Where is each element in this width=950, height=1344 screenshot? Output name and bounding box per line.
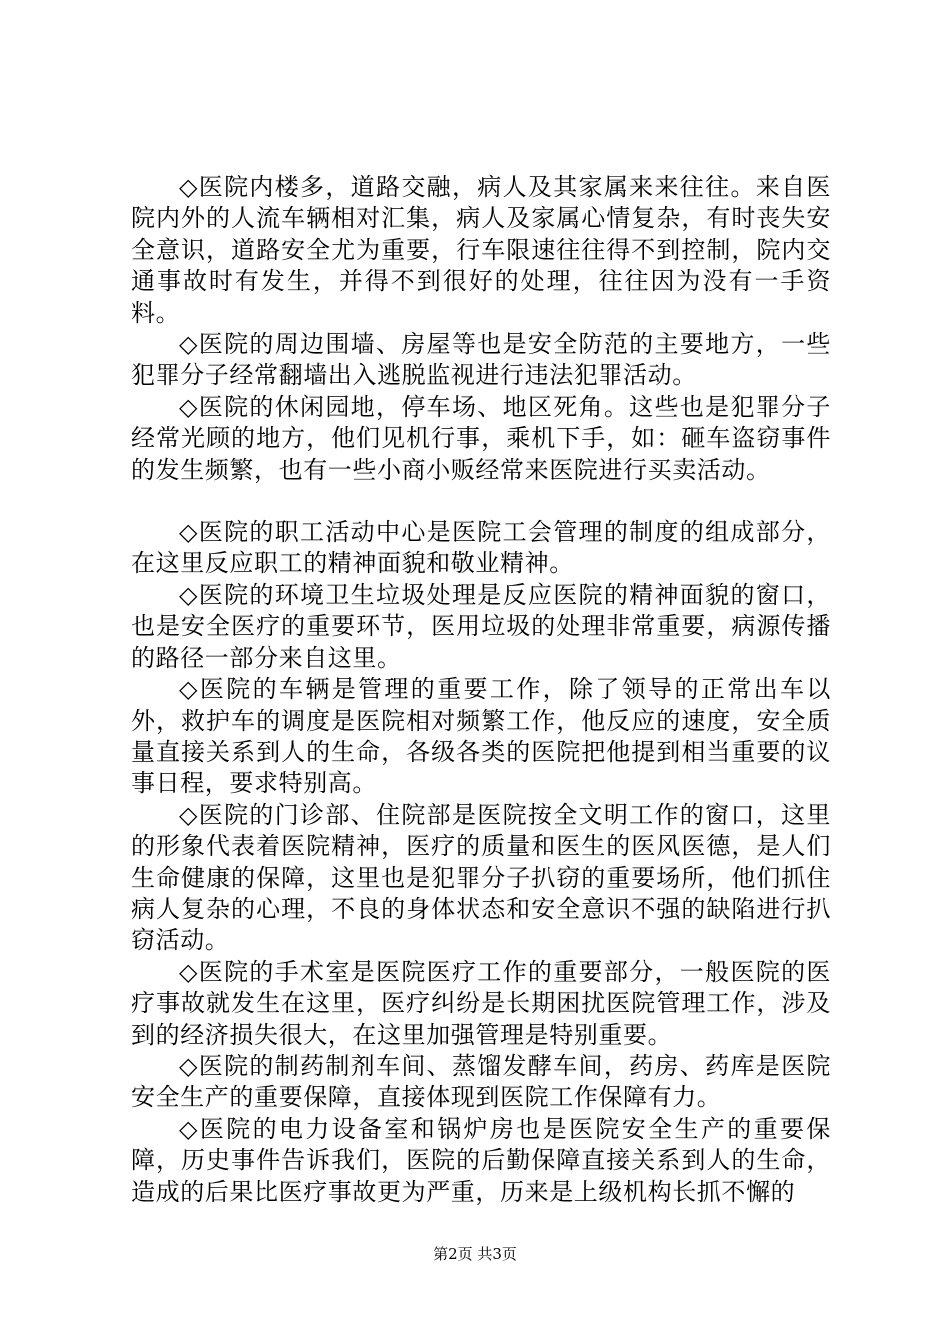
paragraph-surgery: ◇医院的手术室是医院医疗工作的重要部分，一般医院的医疗事故就发生在这里，医疗纠纷是长期困扰医院管理工作，涉及到的经济损失很大，在这里加强管理是特别重要。 xyxy=(131,957,831,1049)
paragraph-pharmacy: ◇医院的制药制剂车间、蒸馏发酵车间，药房、药库是医院安全生产的重要保障，直接体现到医院工作保障有力。 xyxy=(131,1051,831,1112)
paragraph-vehicles: ◇医院的车辆是管理的重要工作，除了领导的正常出车以外，救护车的调度是医院相对频繁工作，他反应的速度，安全质量直接关系到人的生命，各级各类的医院把他提到相当重要的议事日程，要求特别高。 xyxy=(131,675,831,798)
document-body xyxy=(131,172,831,1208)
paragraph-gap xyxy=(131,486,831,517)
paragraph-parking: ◇医院的休闲园地，停车场、地区死角。这些也是犯罪分子经常光顾的地方，他们见机行事，乘机下手，如：砸车盗窃事件的发生频繁，也有一些小商小贩经常来医院进行买卖活动。 xyxy=(131,392,831,484)
page-footer: 第2页 共3页 xyxy=(433,1245,517,1263)
paragraph-outpatient: ◇医院的门诊部、住院部是医院按全文明工作的窗口，这里的形象代表着医院精神，医疗的质量和医生的医风医德，是人们生命健康的保障，这里也是犯罪分子扒窃的重要场所，他们抓住病人复杂的心理，不良的身体状态和安全意识不强的缺陷进行扒窃活动。 xyxy=(131,800,831,955)
paragraph-staff-center: ◇医院的职工活动中心是医院工会管理的制度的组成部分，在这里反应职工的精神面貌和敬业精神。 xyxy=(131,518,831,578)
paragraph-traffic: ◇医院内楼多，道路交融，病人及其家属来来往往。来自医院内外的人流车辆相对汇集，病人及家属心情复杂，有时丧失安全意识，道路安全尤为重要，行车限速往往得不到控制，院内交通事故时有发生，并得不到很好的处理，往往因为没有一手资料。 xyxy=(131,173,831,327)
paragraph-sanitation: ◇医院的环境卫生垃圾处理是反应医院的精神面貌的窗口，也是安全医疗的重要环节，医用垃圾的处理非常重要，病源传播的路径一部分来自这里。 xyxy=(131,580,831,672)
paragraph-power-boiler: ◇医院的电力设备室和锅炉房也是医院安全生产的重要保障，历史事件告诉我们，医院的后勤保障直接关系到人的生命，造成的后果比医疗事故更为严重，历来是上级机构长抓不懈的 xyxy=(131,1114,831,1206)
paragraph-perimeter: ◇医院的周边围墙、房屋等也是安全防范的主要地方，一些犯罪分子经常翻墙出入逃脱监视进行违法犯罪活动。 xyxy=(131,330,831,390)
